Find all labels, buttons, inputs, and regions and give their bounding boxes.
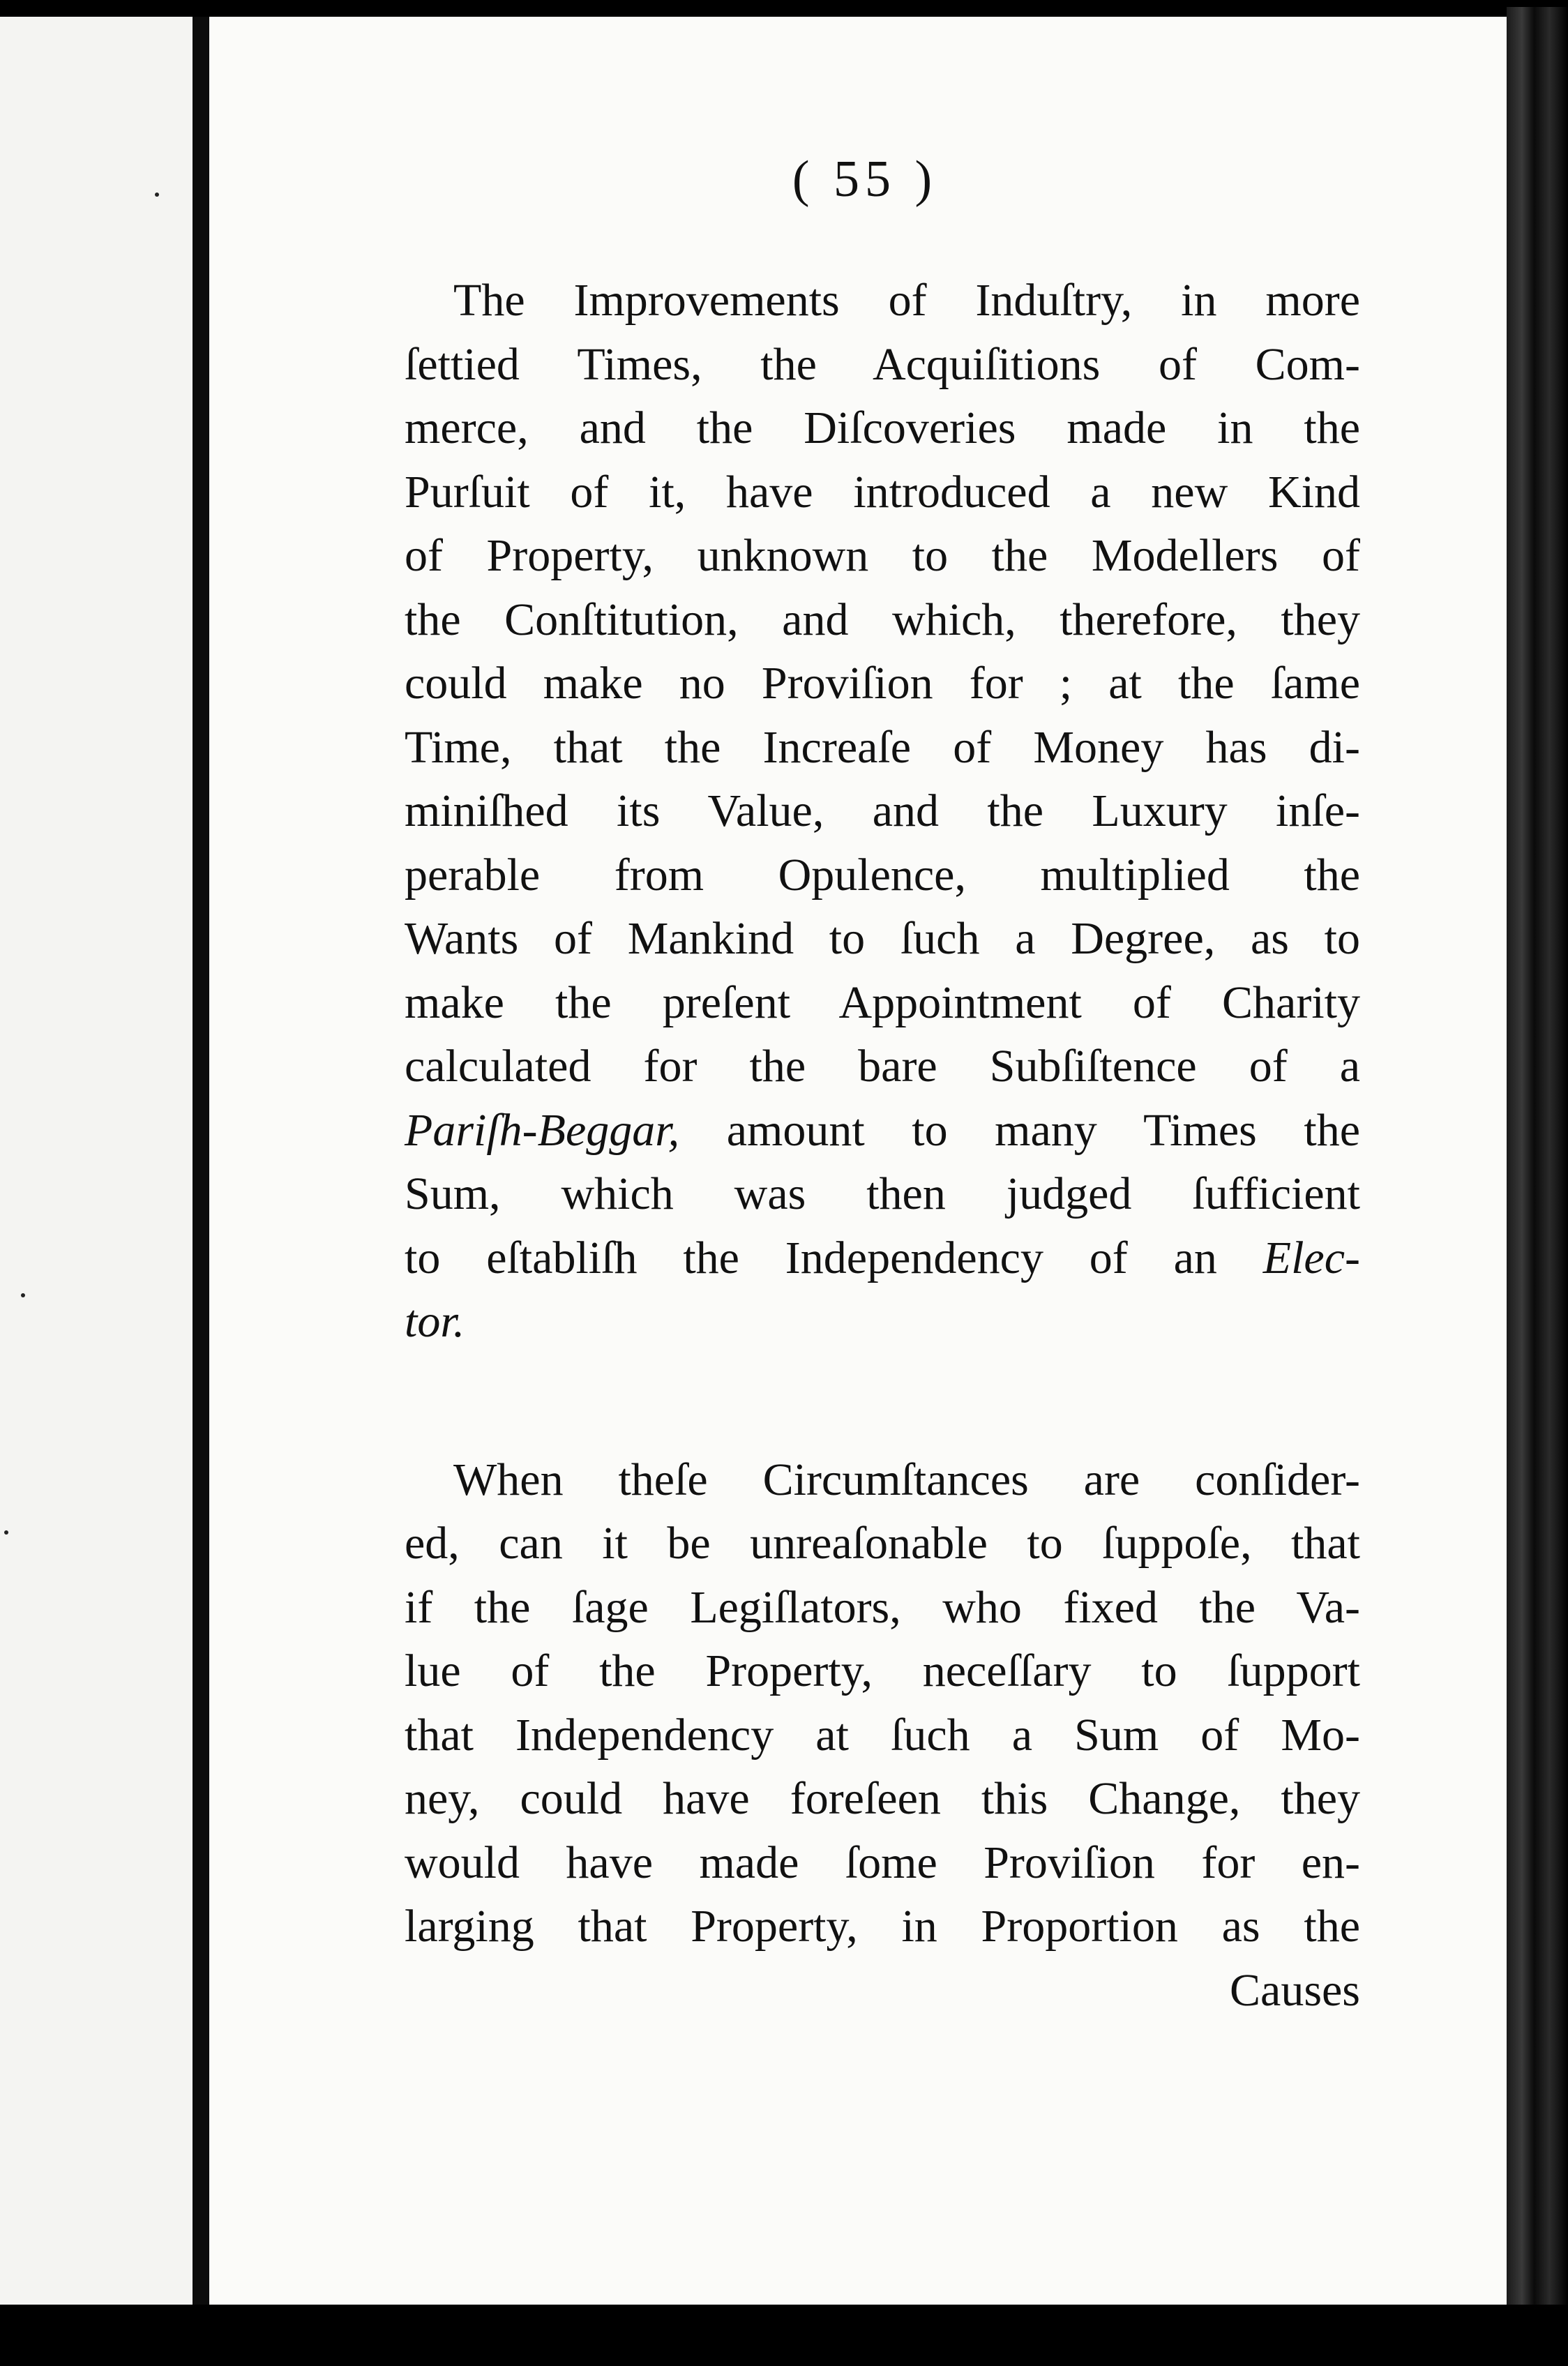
- page-number: ( 55 ): [792, 151, 938, 208]
- text-line: [405, 1099, 1360, 1163]
- text-line: could make no Proviſion for ; at the ſame: [405, 658, 1360, 709]
- text-line: ney, could have foreſeen this Change, they: [405, 1773, 1360, 1824]
- text-line: if the ſage Legiſlators, who fixed the Va-: [405, 1581, 1360, 1633]
- text-line: make the preſent Appointment of Charity: [405, 977, 1360, 1028]
- text-line: Time, that the Increaſe of Money has di-: [405, 721, 1360, 773]
- text-line: Wants of Mankind to ſuch a Degree, as to: [405, 913, 1360, 964]
- book-gutter: [193, 17, 209, 2305]
- italic-term: tor.: [405, 1296, 465, 1347]
- paragraph-gap: [405, 1354, 1360, 1448]
- text-line: [405, 1290, 1360, 1354]
- paragraph-2: [405, 1448, 1360, 2023]
- text-line: miniſhed its Value, and the Luxury inſe-: [405, 785, 1360, 836]
- text-line: the Conſtitution, and which, therefore, they: [405, 594, 1360, 645]
- text-line: Purſuit of it, have introduced a new Kind: [405, 466, 1360, 518]
- left-page-edge: [0, 17, 193, 2305]
- ink-speck: [4, 1530, 8, 1535]
- text-line: ed, can it be unreaſonable to ſuppoſe, that: [405, 1518, 1360, 1569]
- text-line: that Independency at ſuch a Sum of Mo-: [405, 1709, 1360, 1761]
- scan-border-bottom: [0, 2305, 1568, 2366]
- text-line: of Property, unknown to the Modellers of: [405, 530, 1360, 581]
- text-line: [405, 1226, 1360, 1290]
- page-edge-shadow: [1507, 7, 1568, 2365]
- page-body: [405, 269, 1360, 2022]
- text-line: lue of the Property, neceſſary to ſupport: [405, 1645, 1360, 1696]
- text-line: calculated for the bare Subſiſtence of a: [405, 1041, 1360, 1092]
- text-line: larging that Property, in Proportion as the: [405, 1901, 1360, 1952]
- text-line: When theſe Circumſtances are conſider-: [453, 1454, 1360, 1505]
- ink-speck: [21, 1293, 25, 1297]
- text-line: would have made ſome Proviſion for en-: [405, 1837, 1360, 1888]
- text-line: The Improvements of Induſtry, in more: [453, 275, 1360, 326]
- text-line: perable from Opulence, multiplied the: [405, 849, 1360, 901]
- paragraph-1: [405, 269, 1360, 1354]
- text-line: Sum, which was then judged ſufficient: [405, 1168, 1360, 1219]
- text-line: merce, and the Diſcoveries made in the: [405, 402, 1360, 453]
- text-line: ſettied Times, the Acquiſitions of Com-: [405, 338, 1360, 390]
- scan-border-top: [0, 0, 1568, 17]
- italic-term: Pariſh-Beggar,: [405, 1104, 680, 1156]
- catchword: Causes: [1230, 1964, 1360, 2016]
- text-run: to eſtabliſh the Independency of an: [405, 1232, 1263, 1283]
- text-run: amount to many Times the: [679, 1104, 1360, 1156]
- italic-term: Elec-: [1262, 1232, 1360, 1283]
- ink-speck: [155, 193, 159, 197]
